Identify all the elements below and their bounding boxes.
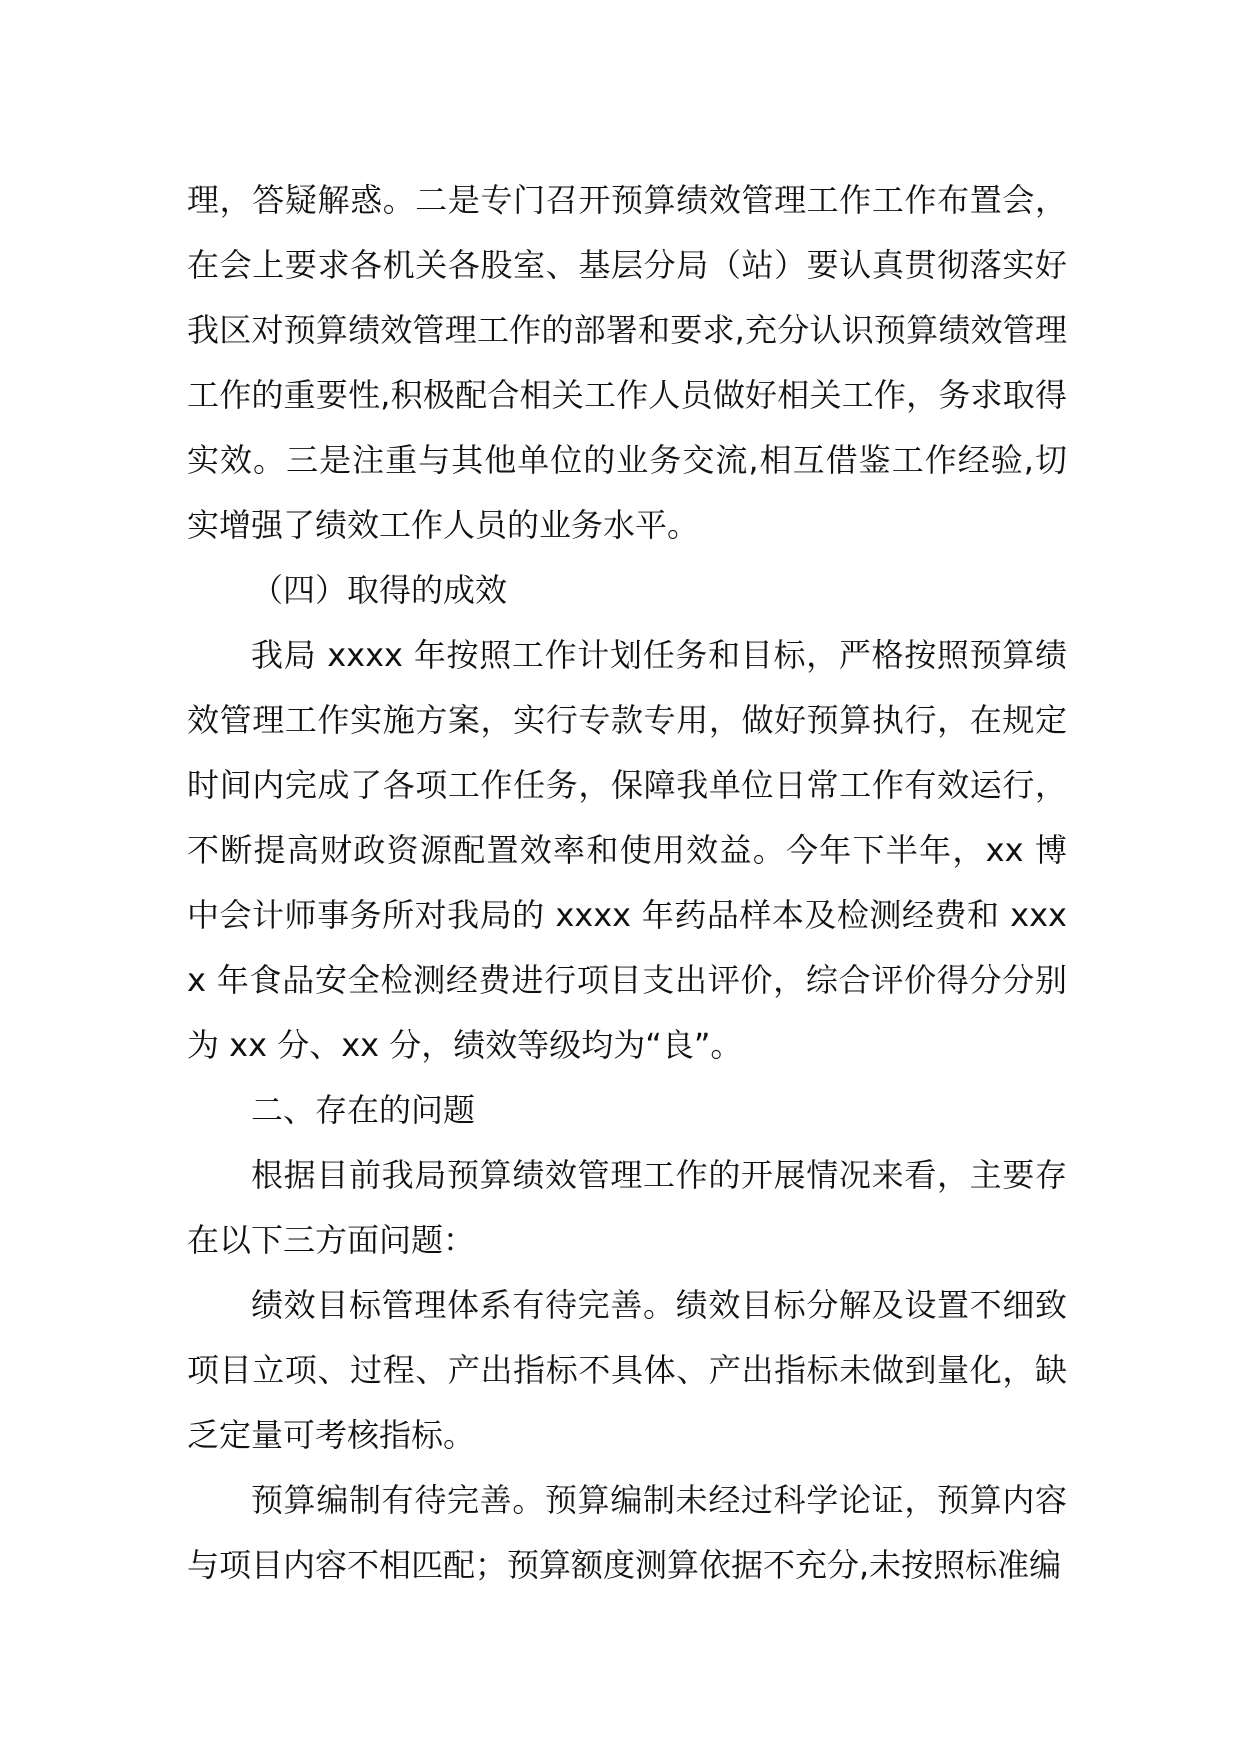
paragraph-achievements: 我局 xxxx 年按照工作计划任务和目标，严格按照预算绩效管理工作实施方案，实行专款专用，做好预算执行，在规定时间内完成了各项工作任务，保障我单位日常工作有效运行，不断提高财政资源配置效率和使用效益。今年下半年，xx 博中会计师事务所对我局的 xxxx 年药品样本及检测经费和 xxxx 年食品安全检测经费进行项目支出评价，综合评价得分分别为 xx 分、xx 分，绩效等级均为“良”。 bbox=[187, 636, 1067, 1064]
heading-existing-problems: 二、存在的问题 bbox=[251, 1091, 476, 1129]
paragraph-performance-measures-continued: 理，答疑解惑。二是专门召开预算绩效管理工作工作布置会，在会上要求各机关各股室、基层分局（站）要认真贯彻落实好我区对预算绩效管理工作的部署和要求,充分认识预算绩效管理工作的重要性,积极配合相关工作人员做好相关工作，务求取得实效。三是注重与其他单位的业务交流,相互借鉴工作经验,切实增强了绩效工作人员的业务水平。 bbox=[187, 181, 1067, 544]
document-body bbox=[187, 168, 1067, 1598]
paragraph-budget-preparation: 预算编制有待完善。预算编制未经过科学论证，预算内容与项目内容不相匹配；预算额度测算依据不充分,未按照标准编 bbox=[187, 1481, 1067, 1584]
paragraph-target-management: 绩效目标管理体系有待完善。绩效目标分解及设置不细致项目立项、过程、产出指标不具体、产出指标未做到量化，缺乏定量可考核指标。 bbox=[187, 1286, 1067, 1454]
subheading-achievements: （四）取得的成效 bbox=[251, 571, 508, 609]
paragraph-problems-intro: 根据目前我局预算绩效管理工作的开展情况来看，主要存在以下三方面问题： bbox=[187, 1156, 1067, 1259]
